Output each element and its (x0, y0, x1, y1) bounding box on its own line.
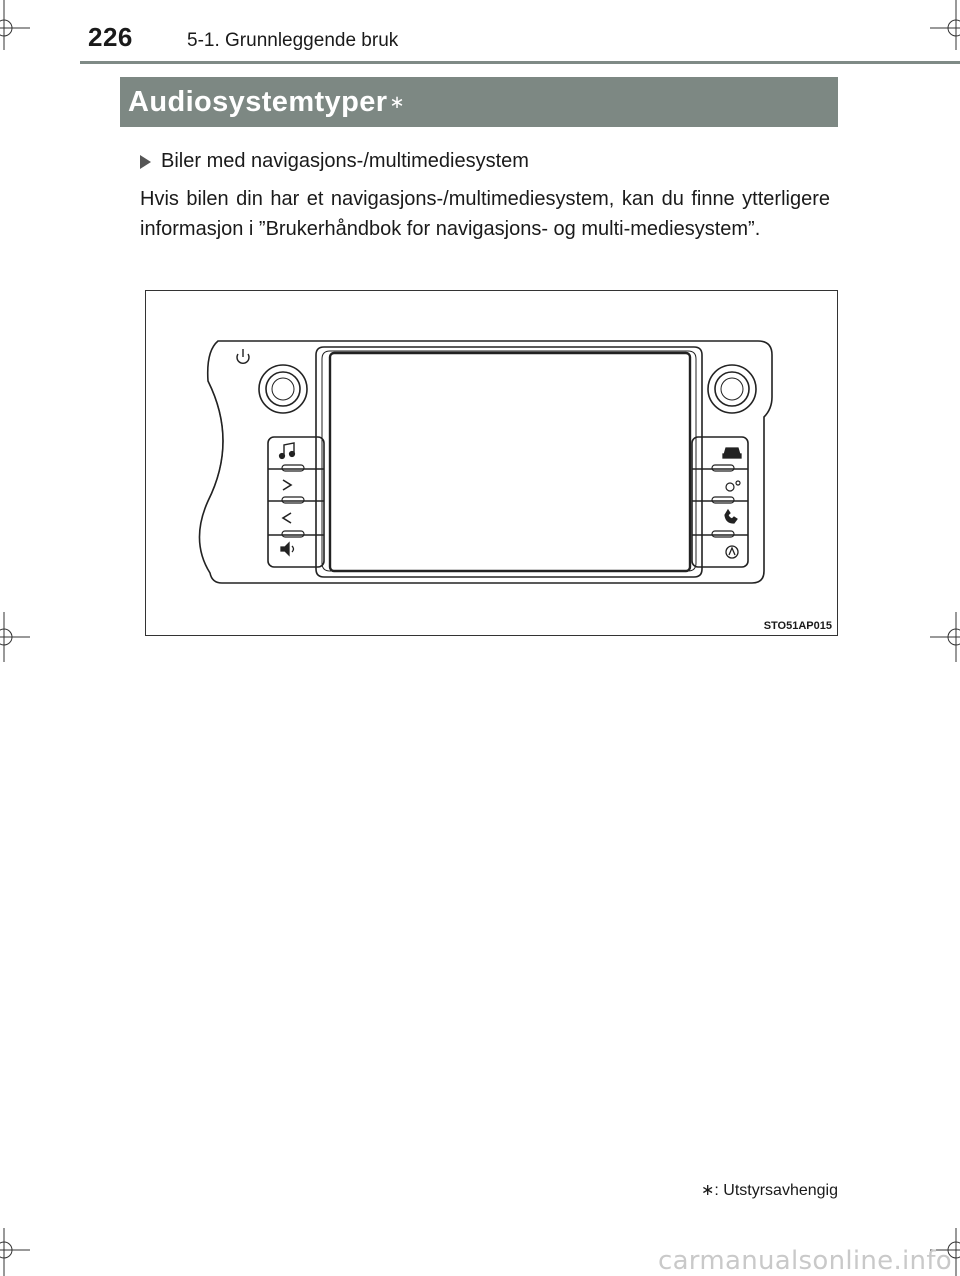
crop-mark-bottom-left (0, 1228, 30, 1276)
crop-mark-mid-right (930, 612, 960, 662)
previous-icon (283, 513, 291, 523)
apps-icon (726, 546, 738, 558)
display-screen (330, 353, 690, 571)
car-icon (723, 448, 741, 458)
watermark: carmanualsonline.info (657, 1246, 952, 1276)
body-paragraph: Hvis bilen din har et navigasjons-/multimediesystem, kan du finne ytterligere informasjon i ”Brukerhåndbok for navigasjons- og multi-mediesystem”. (140, 188, 830, 240)
section-title-bar (120, 77, 838, 127)
volume-icon (281, 543, 294, 555)
audio-unit-illustration (146, 291, 837, 635)
crop-mark-top-right (930, 0, 960, 50)
left-knob (259, 365, 307, 413)
figure-code: STO51AP015 (763, 620, 832, 632)
sub-heading (140, 150, 529, 173)
header-rule (80, 61, 960, 64)
music-note-icon (280, 443, 295, 458)
next-icon (283, 480, 291, 490)
equipment-marker: ∗ (389, 91, 405, 112)
screen-bezel (316, 347, 702, 577)
climate-icon (726, 481, 740, 491)
footnote (701, 1180, 838, 1200)
footnote-marker: ∗ (700, 1182, 715, 1199)
chapter-title: 5-1. Grunnleggende bruk (187, 30, 399, 51)
power-icon (237, 349, 249, 363)
right-knob (708, 365, 756, 413)
footnote-text: : Utstyrsavhengig (714, 1182, 838, 1199)
figure-frame (145, 290, 838, 636)
page-number: 226 (88, 22, 133, 52)
triangle-bullet-icon (140, 155, 151, 169)
crop-mark-mid-left (0, 612, 30, 662)
section-title: Audiosystemtyper (128, 85, 388, 118)
crop-mark-top-left (0, 0, 30, 50)
sub-heading-text: Biler med navigasjons-/multimediesystem (161, 150, 529, 172)
phone-icon (725, 510, 737, 523)
